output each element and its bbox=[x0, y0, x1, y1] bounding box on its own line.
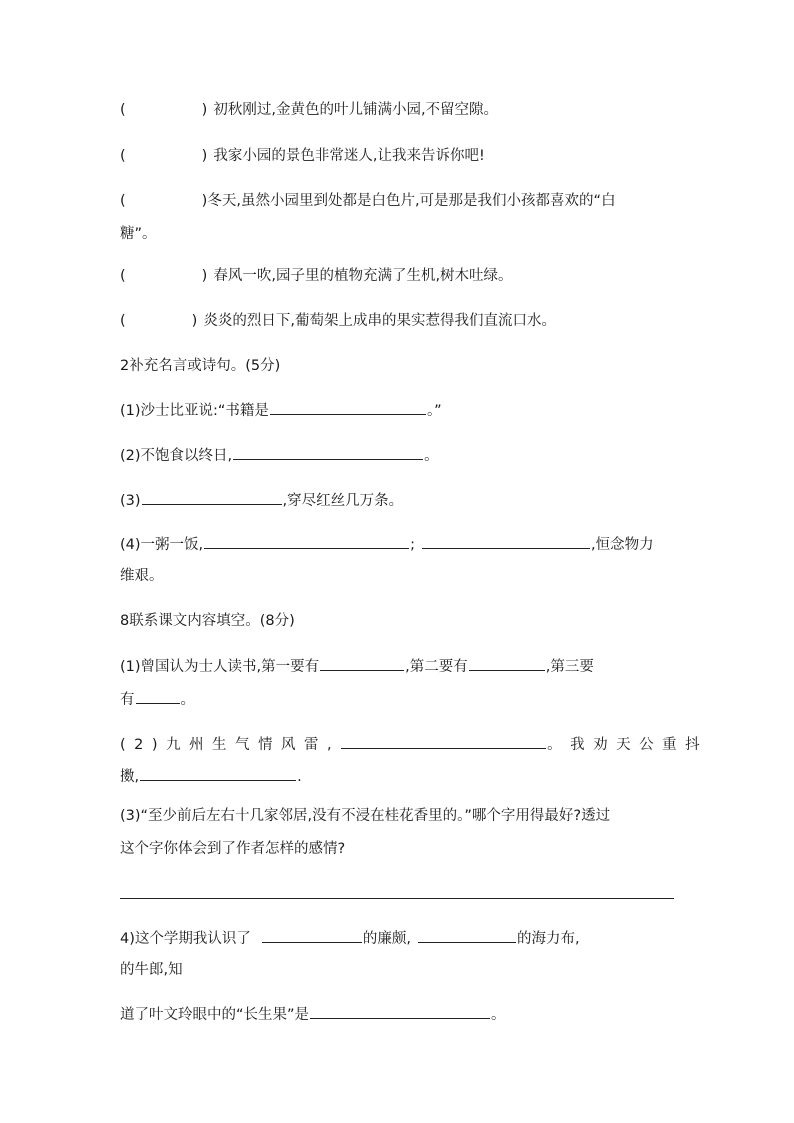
q2-line-4-cont: 维艰。 bbox=[120, 568, 164, 584]
answer-blank[interactable] bbox=[204, 534, 409, 549]
order-item-1: ( ) 初秋刚过,金黄色的叶儿铺满小园,不留空隙。 bbox=[120, 102, 499, 118]
q2-line-2: (2)不饱食以终日, 。 bbox=[120, 445, 439, 466]
q8-line-4-cont: 的牛郎,知 bbox=[120, 962, 183, 978]
q8-heading: 8联系课文内容填空。(8分) bbox=[120, 613, 295, 629]
order-item-3-cont: 糖”。 bbox=[120, 226, 157, 242]
order-item-5: ( ) 炎炎的烈日下,葡萄架上成串的果实惹得我们直流口水。 bbox=[120, 313, 556, 329]
answer-blank[interactable] bbox=[140, 766, 296, 781]
order-item-2: ( ) 我家小园的景色非常迷人,让我来告诉你吧! bbox=[120, 148, 485, 164]
answer-blank[interactable] bbox=[320, 656, 404, 671]
answer-blank[interactable] bbox=[310, 1004, 490, 1019]
answer-blank[interactable] bbox=[422, 534, 590, 549]
order-item-3: ( )冬天,虽然小园里到处都是白色片,可是那是我们小孩都喜欢的“白 bbox=[120, 193, 616, 209]
order-item-4: ( ) 春风一吹,园子里的植物充满了生机,树木吐绿。 bbox=[120, 268, 513, 284]
answer-blank[interactable] bbox=[270, 400, 426, 415]
q8-line-1: (1)曾国认为士人读书,第一要有 ,第二要有 ,第三要 bbox=[120, 656, 594, 677]
answer-blank[interactable] bbox=[469, 656, 545, 671]
q2-line-1: (1)沙士比亚说:“书籍是 。” bbox=[120, 400, 442, 421]
answer-blank[interactable] bbox=[418, 928, 516, 943]
q8-line-2-cont: 擞, . bbox=[120, 766, 302, 787]
answer-blank[interactable] bbox=[142, 490, 282, 505]
q8-line-1-cont: 有 。 bbox=[120, 689, 195, 710]
q2-line-3: (3) ,穿尽红丝几万条。 bbox=[120, 490, 403, 511]
answer-blank[interactable] bbox=[136, 689, 180, 704]
answer-blank[interactable] bbox=[262, 928, 362, 943]
q2-heading: 2补充名言或诗句。(5分) bbox=[120, 358, 281, 374]
q8-line-3: (3)“至少前后左右十几家邻居,没有不浸在桂花香里的。”哪个字用得最好?透过 bbox=[120, 808, 611, 824]
q2-line-4: (4)一粥一饭, ; ,恒念物力 bbox=[120, 534, 654, 555]
answer-blank[interactable] bbox=[233, 445, 423, 460]
q8-line-4-cont-2: 道了叶文玲眼中的“长生果”是 。 bbox=[120, 1004, 506, 1025]
q8-line-2: (2)九州生气情风雷, 。我劝天公重抖 bbox=[120, 734, 708, 755]
answer-blank[interactable] bbox=[341, 734, 546, 749]
answer-line[interactable] bbox=[120, 898, 674, 899]
q8-line-4: 4)这个学期我认识了 的廉颇, 的海力布, bbox=[120, 928, 580, 949]
q8-line-3-cont: 这个字你体会到了作者怎样的感情? bbox=[120, 841, 346, 857]
